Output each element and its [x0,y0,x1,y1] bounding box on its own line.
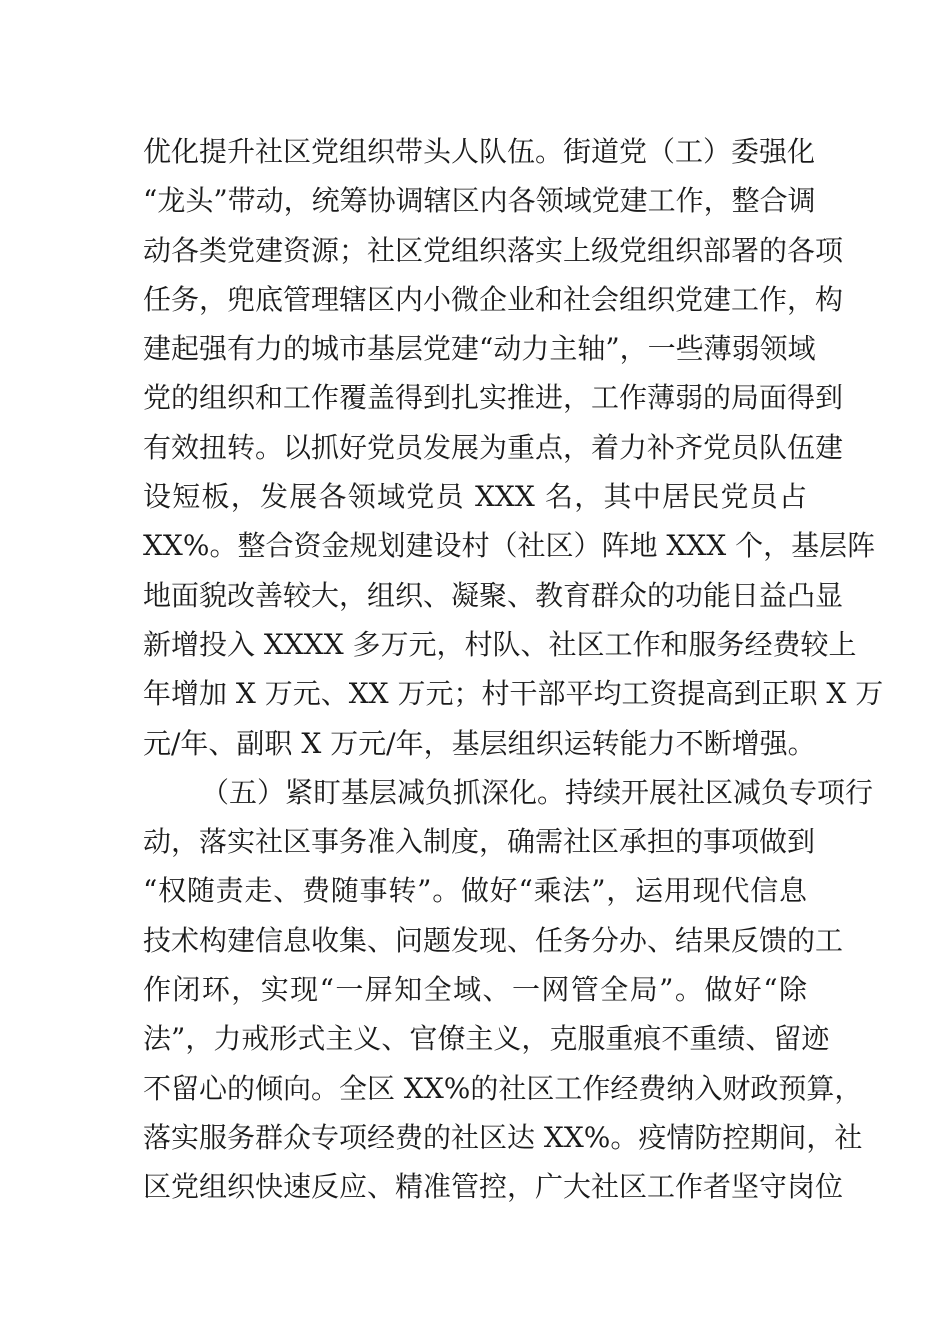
text-line: 地面貌改善较大，组织、凝聚、教育群众的功能日益凸显 [143,578,844,612]
text-line: 年增加 X 万元、XX 万元；村干部平均工资提高到正职 X 万 [143,677,884,711]
text-line: 技术构建信息收集、问题发现、任务分办、结果反馈的工 [143,923,844,957]
text-line: 法”，力戒形式主义、官僚主义，克服重痕不重绩、留迹 [143,1022,830,1056]
text-line: 落实服务群众专项经费的社区达 XX%。疫情防控期间，社 [143,1120,863,1154]
text-line: 动，落实社区事务准入制度，确需社区承担的事项做到 [143,825,816,859]
text-line: “权随责走、费随事转”。做好“乘法”，运用现代信息 [143,874,807,908]
document-body [143,127,884,1212]
text-line: “龙头”带动，统筹协调辖区内各领域党建工作，整合调 [143,184,816,218]
text-line: 作闭环，实现“一屏知全域、一网管全局”。做好“除 [143,973,807,1007]
text-line: 设短板，发展各领域党员 XXX 名，其中居民党员占 [143,480,807,514]
text-line: XX%。整合资金规划建设村（社区）阵地 XXX 个，基层阵 [143,529,876,563]
text-line: 优化提升社区党组织带头人队伍。街道党（工）委强化 [143,135,816,168]
text-line: 有效扭转。以抓好党员发展为重点，着力补齐党员队伍建 [143,430,844,464]
text-line: 任务，兜底管理辖区内小微企业和社会组织党建工作，构 [143,282,844,316]
text-line: 动各类党建资源；社区党组织落实上级党组织部署的各项 [143,233,844,267]
text-line: 区党组织快速反应、精准管控，广大社区工作者坚守岗位 [143,1170,844,1204]
text-line: 建起强有力的城市基层党建“动力主轴”，一些薄弱领域 [143,332,816,366]
text-line: 党的组织和工作覆盖得到扎实推进，工作薄弱的局面得到 [143,381,844,415]
paragraph-end-line: 元/年、副职 X 万元/年，基层组织运转能力不断增强。 [143,726,816,760]
section-heading-line: （五）紧盯基层减负抓深化。持续开展社区减负专项行 [201,775,874,809]
text-line: 不留心的倾向。全区 XX%的社区工作经费纳入财政预算， [143,1071,863,1105]
text-line: 新增投入 XXXX 多万元，村队、社区工作和服务经费较上 [143,627,857,661]
